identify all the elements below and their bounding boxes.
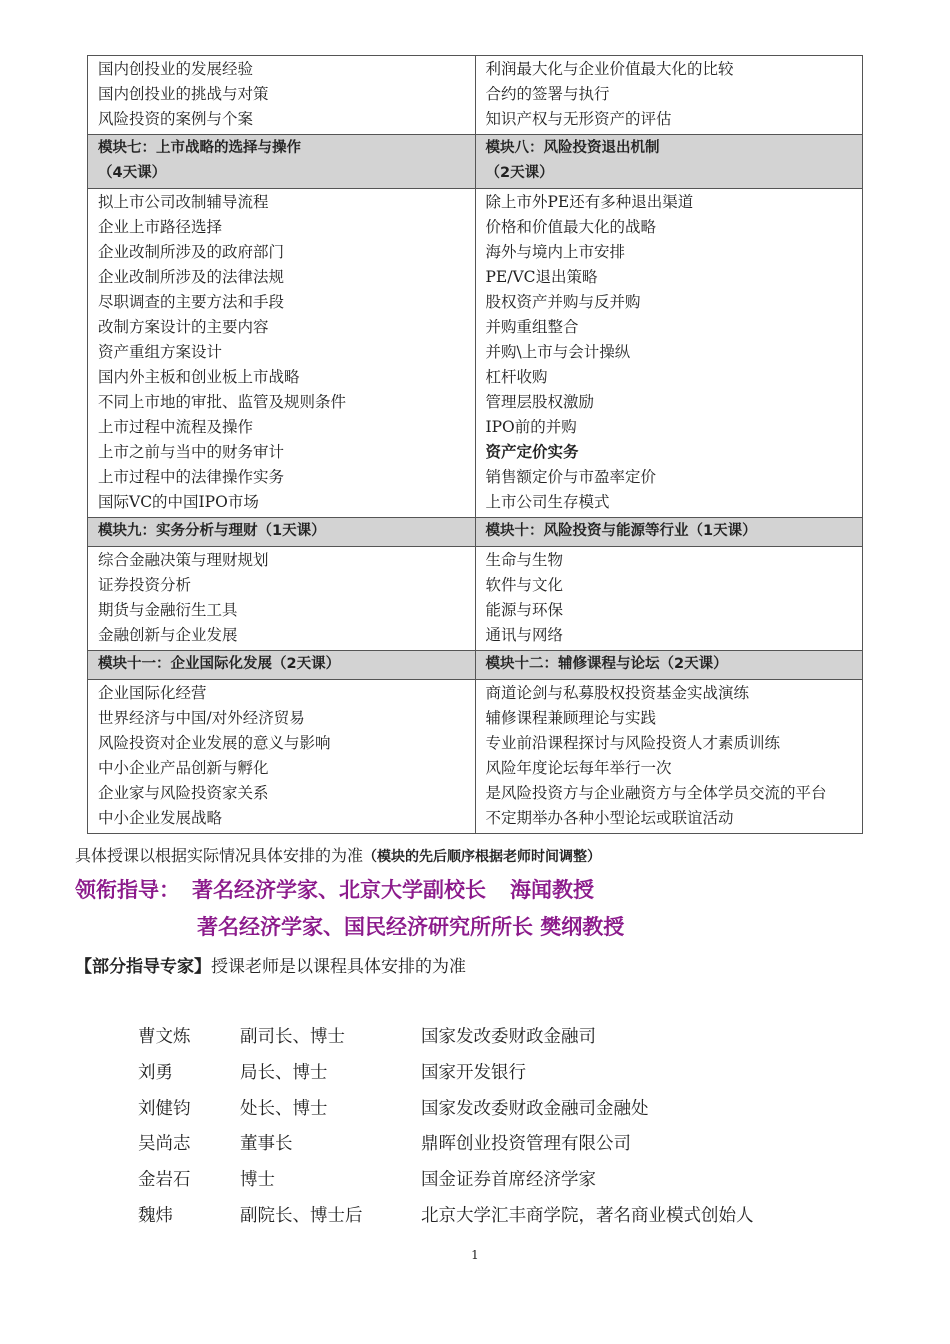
topic-item: 企业国际化经营 (98, 684, 207, 702)
topic-item: 能源与环保 (485, 601, 564, 619)
topic-item: 世界经济与中国/对外经济贸易 (98, 709, 305, 727)
topic-item: IPO前的并购 (485, 418, 577, 436)
expert-name: 吴尚志 (138, 1134, 191, 1155)
right-cell (475, 518, 863, 547)
topic-item: 并购重组整合 (485, 318, 579, 336)
module-title: 模块十：风险投资与能源等行业（1天课） (485, 523, 757, 539)
leaders-line-1 (75, 874, 594, 904)
expert-org: 国家发改委财政金融司 (421, 1027, 596, 1047)
module-content-row (88, 189, 863, 518)
topic-item: 除上市外PE还有多种退出渠道 (485, 193, 694, 211)
leader-1-name: 海闻教授 (510, 878, 594, 902)
expert-title: 处长、博士 (240, 1098, 328, 1119)
topic-item: 不定期举办各种小型论坛或联谊活动 (485, 809, 734, 827)
topic-item: 国内外主板和创业板上市战略 (98, 368, 300, 386)
topic-item: 证券投资分析 (98, 576, 192, 594)
left-cell (88, 518, 476, 547)
left-cell (88, 651, 476, 680)
right-cell (475, 135, 863, 189)
topic-item: 风险年度论坛每年举行一次 (485, 759, 672, 777)
schedule-note (75, 843, 601, 866)
left-cell (88, 680, 476, 834)
partial-experts-label: 【部分指导专家】 (75, 957, 211, 977)
schedule-note-text: 具体授课以根据实际情况具体安排的为准 (75, 846, 364, 865)
topic-item: 风险投资对企业发展的意义与影响 (98, 734, 331, 752)
topic-item: PE/VC退出策略 (485, 268, 598, 286)
left-cell (88, 56, 476, 135)
table-body (88, 56, 863, 834)
topic-item: 杠杆收购 (485, 368, 548, 386)
topic-item: 国内创投业的挑战与对策 (98, 85, 269, 103)
expert-title: 副院长、博士后 (240, 1206, 363, 1226)
expert-row (0, 1130, 950, 1160)
topic-item: 知识产权与无形资产的评估 (485, 110, 672, 128)
topic-item: 销售额定价与市盈率定价 (485, 468, 657, 486)
expert-org: 国金证券首席经济学家 (421, 1170, 596, 1191)
right-cell (475, 547, 863, 651)
topic-item: 资产定价实务 (485, 443, 579, 461)
topic-item: 并购\上市与会计操纵 (485, 343, 631, 361)
topic-item: 综合金融决策与理财规划 (98, 551, 269, 569)
page-number: 1 (471, 1248, 479, 1262)
topic-item: 金融创新与企业发展 (98, 626, 238, 644)
topic-item: 风险投资的案例与个案 (98, 110, 254, 128)
right-cell (475, 56, 863, 135)
module-content-row (88, 680, 863, 834)
topic-item: 生命与生物 (485, 551, 564, 569)
topic-item: 资产重组方案设计 (98, 343, 223, 361)
topic-item: 是风险投资方与企业融资方与全体学员交流的平台 (485, 784, 827, 802)
topic-item: 股权资产并购与反并购 (485, 293, 641, 311)
expert-name: 金岩石 (138, 1170, 191, 1191)
topic-item: 专业前沿课程探讨与风险投资人才素质训练 (485, 734, 781, 752)
expert-title: 董事长 (240, 1134, 293, 1155)
expert-row (0, 1166, 950, 1196)
topic-item: 管理层股权激励 (485, 393, 595, 411)
topic-item: 软件与文化 (485, 576, 564, 594)
module-title: （4天课） (98, 165, 167, 181)
topic-item: 企业上市路径选择 (98, 218, 223, 236)
module-title: （2天课） (485, 165, 554, 181)
topic-item: 价格和价值最大化的战略 (485, 218, 657, 236)
leaders-line-2: 著名经济学家、国民经济研究所所长 樊纲教授 (197, 915, 625, 939)
topic-item: 拟上市公司改制辅导流程 (98, 193, 269, 211)
topic-item: 不同上市地的审批、监管及规则条件 (98, 393, 347, 411)
expert-row (0, 1202, 950, 1232)
left-cell (88, 189, 476, 518)
partial-experts-heading (75, 952, 466, 977)
schedule-note-paren: （模块的先后顺序根据老师时间调整） (363, 849, 602, 865)
topic-item: 上市之前与当中的财务审计 (98, 443, 285, 461)
module-content-row (88, 56, 863, 135)
partial-experts-text: 授课老师是以课程具体安排的为准 (211, 957, 466, 977)
topic-item: 中小企业产品创新与孵化 (98, 759, 269, 777)
topic-item: 改制方案设计的主要内容 (98, 318, 269, 336)
module-header-row (88, 518, 863, 547)
topic-item: 中小企业发展战略 (98, 809, 223, 827)
topic-item: 企业改制所涉及的法律法规 (98, 268, 285, 286)
module-header-row (88, 135, 863, 189)
topic-item: 上市过程中的法律操作实务 (98, 468, 285, 486)
expert-org: 国家开发银行 (421, 1062, 526, 1083)
expert-title: 博士 (240, 1170, 275, 1191)
topic-item: 海外与境内上市安排 (485, 243, 626, 261)
expert-org: 国家发改委财政金融司金融处 (421, 1098, 649, 1119)
expert-row (0, 1059, 950, 1089)
expert-row (0, 1023, 950, 1053)
expert-name: 刘健钧 (138, 1098, 191, 1119)
expert-name: 魏炜 (138, 1206, 173, 1226)
topic-item: 上市公司生存模式 (485, 493, 610, 511)
expert-org: 鼎晖创业投资管理有限公司 (421, 1134, 631, 1155)
topic-item: 国内创投业的发展经验 (98, 60, 254, 78)
module-title: 模块八：风险投资退出机制 (485, 140, 660, 156)
topic-item: 国际VC的中国IPO市场 (98, 493, 259, 511)
course-modules-table (87, 55, 863, 834)
expert-org: 北京大学汇丰商学院，著名商业模式创始人 (421, 1206, 754, 1226)
expert-row (0, 1095, 950, 1125)
expert-title: 局长、博士 (240, 1062, 328, 1083)
topic-item: 合约的签署与执行 (485, 85, 610, 103)
module-title: 模块九：实务分析与理财（1天课） (98, 523, 326, 539)
module-content-row (88, 547, 863, 651)
left-cell (88, 135, 476, 189)
topic-item: 企业改制所涉及的政府部门 (98, 243, 285, 261)
topic-item: 期货与金融衍生工具 (98, 601, 238, 619)
topic-item: 利润最大化与企业价值最大化的比较 (485, 60, 734, 78)
topic-item: 上市过程中流程及操作 (98, 418, 254, 436)
right-cell (475, 651, 863, 680)
module-title: 模块十二：辅修课程与论坛（2天课） (485, 656, 728, 672)
left-cell (88, 547, 476, 651)
module-title: 模块十一：企业国际化发展（2天课） (98, 656, 341, 672)
topic-item: 尽职调查的主要方法和手段 (98, 293, 285, 311)
topic-item: 辅修课程兼顾理论与实践 (485, 709, 657, 727)
topic-item: 通讯与网络 (485, 626, 564, 644)
topic-item: 企业家与风险投资家关系 (98, 784, 269, 802)
right-cell (475, 680, 863, 834)
expert-title: 副司长、博士 (240, 1027, 345, 1047)
right-cell (475, 189, 863, 518)
expert-name: 曹文炼 (138, 1027, 191, 1047)
topic-item: 商道论剑与私募股权投资基金实战演练 (485, 684, 750, 702)
leader-1-title: 著名经济学家、北京大学副校长 (192, 878, 486, 902)
module-title: 模块七：上市战略的选择与操作 (98, 140, 301, 156)
leaders-label: 领衔指导： (75, 878, 180, 902)
expert-name: 刘勇 (138, 1062, 173, 1083)
module-header-row (88, 651, 863, 680)
